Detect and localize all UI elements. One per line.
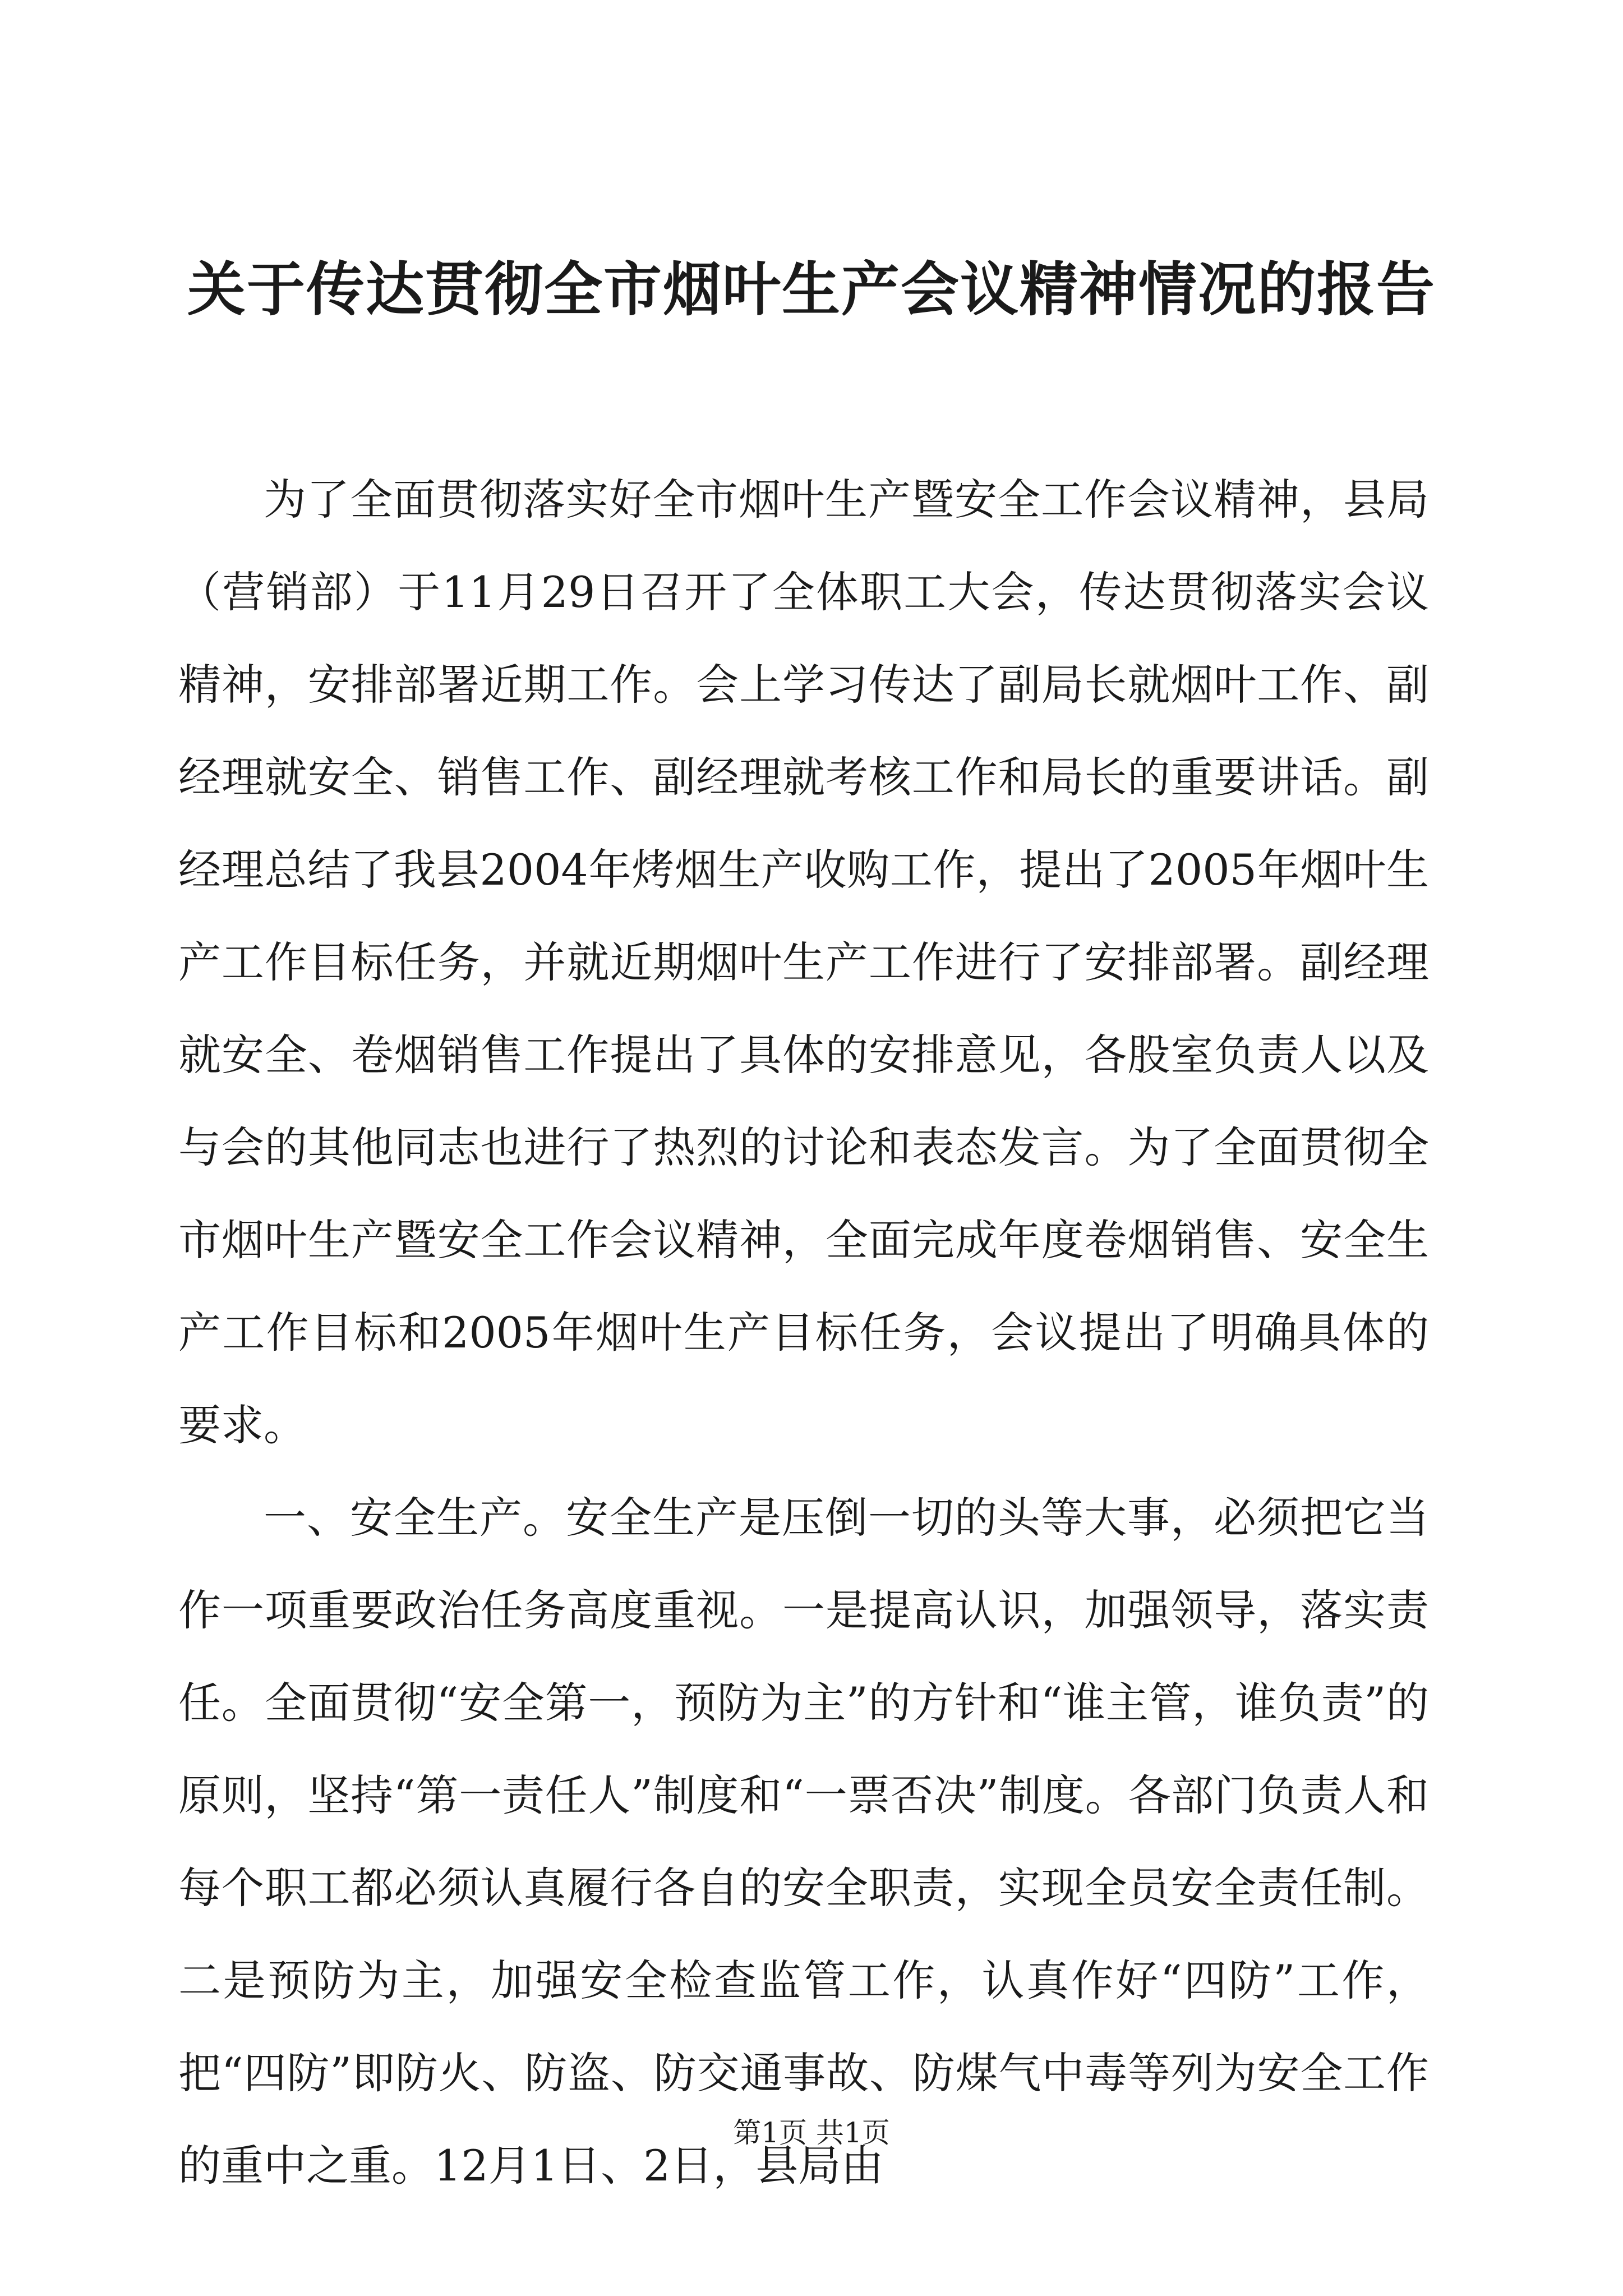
document-title: 关于传达贯彻全市烟叶生产会议精神情况的报告 (187, 255, 1436, 324)
document-body (178, 453, 1429, 2212)
paragraph-1: 为了全面贯彻落实好全市烟叶生产暨安全工作会议精神，县局（营销部）于11月29日召开了全体职工大会，传达贯彻落实会议精神，安排部署近期工作。会上学习传达了副局长就烟叶工作、副经理就安全、销售工作、副经理就考核工作和局长的重要讲话。副经理总结了我县2004年烤烟生产收购工作，提出了2005年烟叶生产工作目标任务，并就近期烟叶生产工作进行了安排部署。副经理就安全、卷烟销售工作提出了具体的安排意见，各股室负责人以及与会的其他同志也进行了热烈的讨论和表态发言。为了全面贯彻全市烟叶生产暨安全工作会议精神，全面完成年度卷烟销售、安全生产工作目标和2005年烟叶生产目标任务，会议提出了明确具体的要求。 (178, 475, 1429, 1450)
paragraph-2: 一、安全生产。安全生产是压倒一切的头等大事，必须把它当作一项重要政治任务高度重视。一是提高认识，加强领导，落实责任。全面贯彻“安全第一，预防为主”的方针和“谁主管，谁负责”的原则，坚持“第一责任人”制度和“一票否决”制度。各部门负责人和每个职工都必须认真履行各自的安全职责，实现全员安全责任制。二是预防为主，加强安全检查监管工作，认真作好“四防”工作，把“四防”即防火、防盗、防交通事故、防煤气中毒等列为安全工作的重中之重。12月1日、2日，县局由 (178, 1493, 1429, 2191)
page-footer: 第1页 共1页 (733, 2116, 890, 2149)
